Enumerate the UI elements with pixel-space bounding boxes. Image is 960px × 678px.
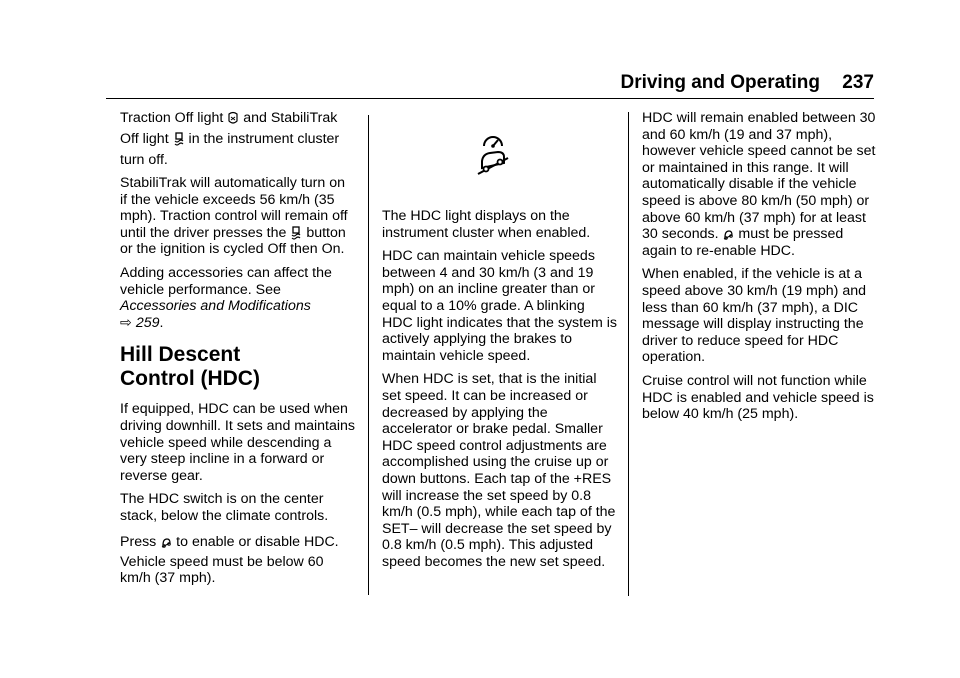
paragraph: The HDC switch is on the center stack, below the climate controls. [120, 491, 329, 524]
page-number: 237 [842, 72, 874, 93]
heading-line: Hill Descent [120, 343, 241, 367]
header-rule [106, 98, 874, 99]
text: and StabiliTrak [243, 110, 338, 126]
paragraph: The HDC light displays on the instrument cluster when enabled. [382, 208, 591, 241]
paragraph [120, 265, 356, 331]
page-header [0, 0, 960, 100]
hdc-button-icon [722, 227, 734, 241]
text: StabiliTrak will automatically turn on if the vehicle exceeds 56 km/h (35 mph). Traction control will remain off until the driver presses the [120, 175, 348, 241]
text: turn off. [120, 152, 168, 168]
paragraph: Cruise control will not function while HDC is enabled and vehicle speed is below 40 km/h (25 mph). [642, 372, 874, 423]
section-heading [120, 343, 356, 391]
text: Traction Off light [120, 110, 224, 126]
page-reference[interactable]: 259 [135, 314, 160, 331]
text: must be pressed again to re-enable HDC. [642, 226, 844, 259]
paragraph [120, 108, 356, 171]
section-title: Driving and Operating [620, 72, 820, 93]
text: . [159, 314, 164, 331]
cross-reference-link[interactable]: Accessories and Modifications [120, 298, 311, 315]
column-left [120, 108, 356, 594]
arrow-right-icon: ⇨ [120, 314, 132, 331]
text: Adding accessories can affect the vehicle performance. See [120, 264, 332, 298]
text: Off light [120, 131, 169, 147]
hdc-light-figure [382, 108, 618, 208]
text: button or the ignition is cycled Off then On. [120, 224, 346, 258]
heading-line: Control (HDC) [120, 367, 260, 391]
text: to enable or disable HDC. [176, 533, 339, 550]
text: Press [120, 533, 157, 550]
hdc-button-icon [160, 535, 172, 549]
stabilitrak-off-icon [290, 226, 302, 240]
column-divider [368, 115, 369, 595]
column-right [642, 110, 880, 430]
hdc-light-icon [476, 130, 510, 176]
paragraph: When enabled, if the vehicle is at a speed above 30 km/h (19 mph) and less than 60 km/h (37 mph), a DIC message will display instructing the driver to reduce speed for HDC operation. [642, 266, 866, 366]
paragraph [120, 532, 356, 552]
stabilitrak-off-icon [173, 132, 185, 146]
paragraph [120, 175, 356, 258]
traction-off-icon [227, 111, 239, 125]
paragraph: Vehicle speed must be below 60 km/h (37 mph). [120, 553, 324, 587]
column-middle [382, 108, 618, 577]
text: HDC will remain enabled between 30 and 60 km/h (19 and 37 mph), however vehicle speed cannot be set or maintained in this range. It will automatically disable if the vehicle speed is above 80 km/h (50 mph) or above 60 km/h (37 mph) for at least 30 seconds. [642, 110, 876, 243]
text: in the instrument cluster [188, 131, 340, 147]
paragraph: HDC can maintain vehicle speeds between 4 and 30 km/h (3 and 19 mph) on an incline greater than or equal to a 10% grade. A blinking HDC light indicates that the system is actively applying the brakes to maintain vehicle speed. [382, 248, 617, 364]
paragraph: If equipped, HDC can be used when driving downhill. It sets and maintains vehicle speed while descending a very steep incline in a forward or reverse gear. [120, 401, 356, 484]
paragraph [642, 110, 880, 259]
column-divider [628, 112, 629, 596]
paragraph: When HDC is set, that is the initial set speed. It can be increased or decreased by applying the accelerator or brake pedal. Smaller HDC speed control adjustments are accomplished using the cruise up or down buttons. Each tap of the +RES will increase the set speed by 0.8 km/h (0.5 mph), while each tap of the SET– will decrease the set speed by 0.8 km/h (0.5 mph). This adjusted speed becomes the new set speed. [382, 371, 616, 570]
